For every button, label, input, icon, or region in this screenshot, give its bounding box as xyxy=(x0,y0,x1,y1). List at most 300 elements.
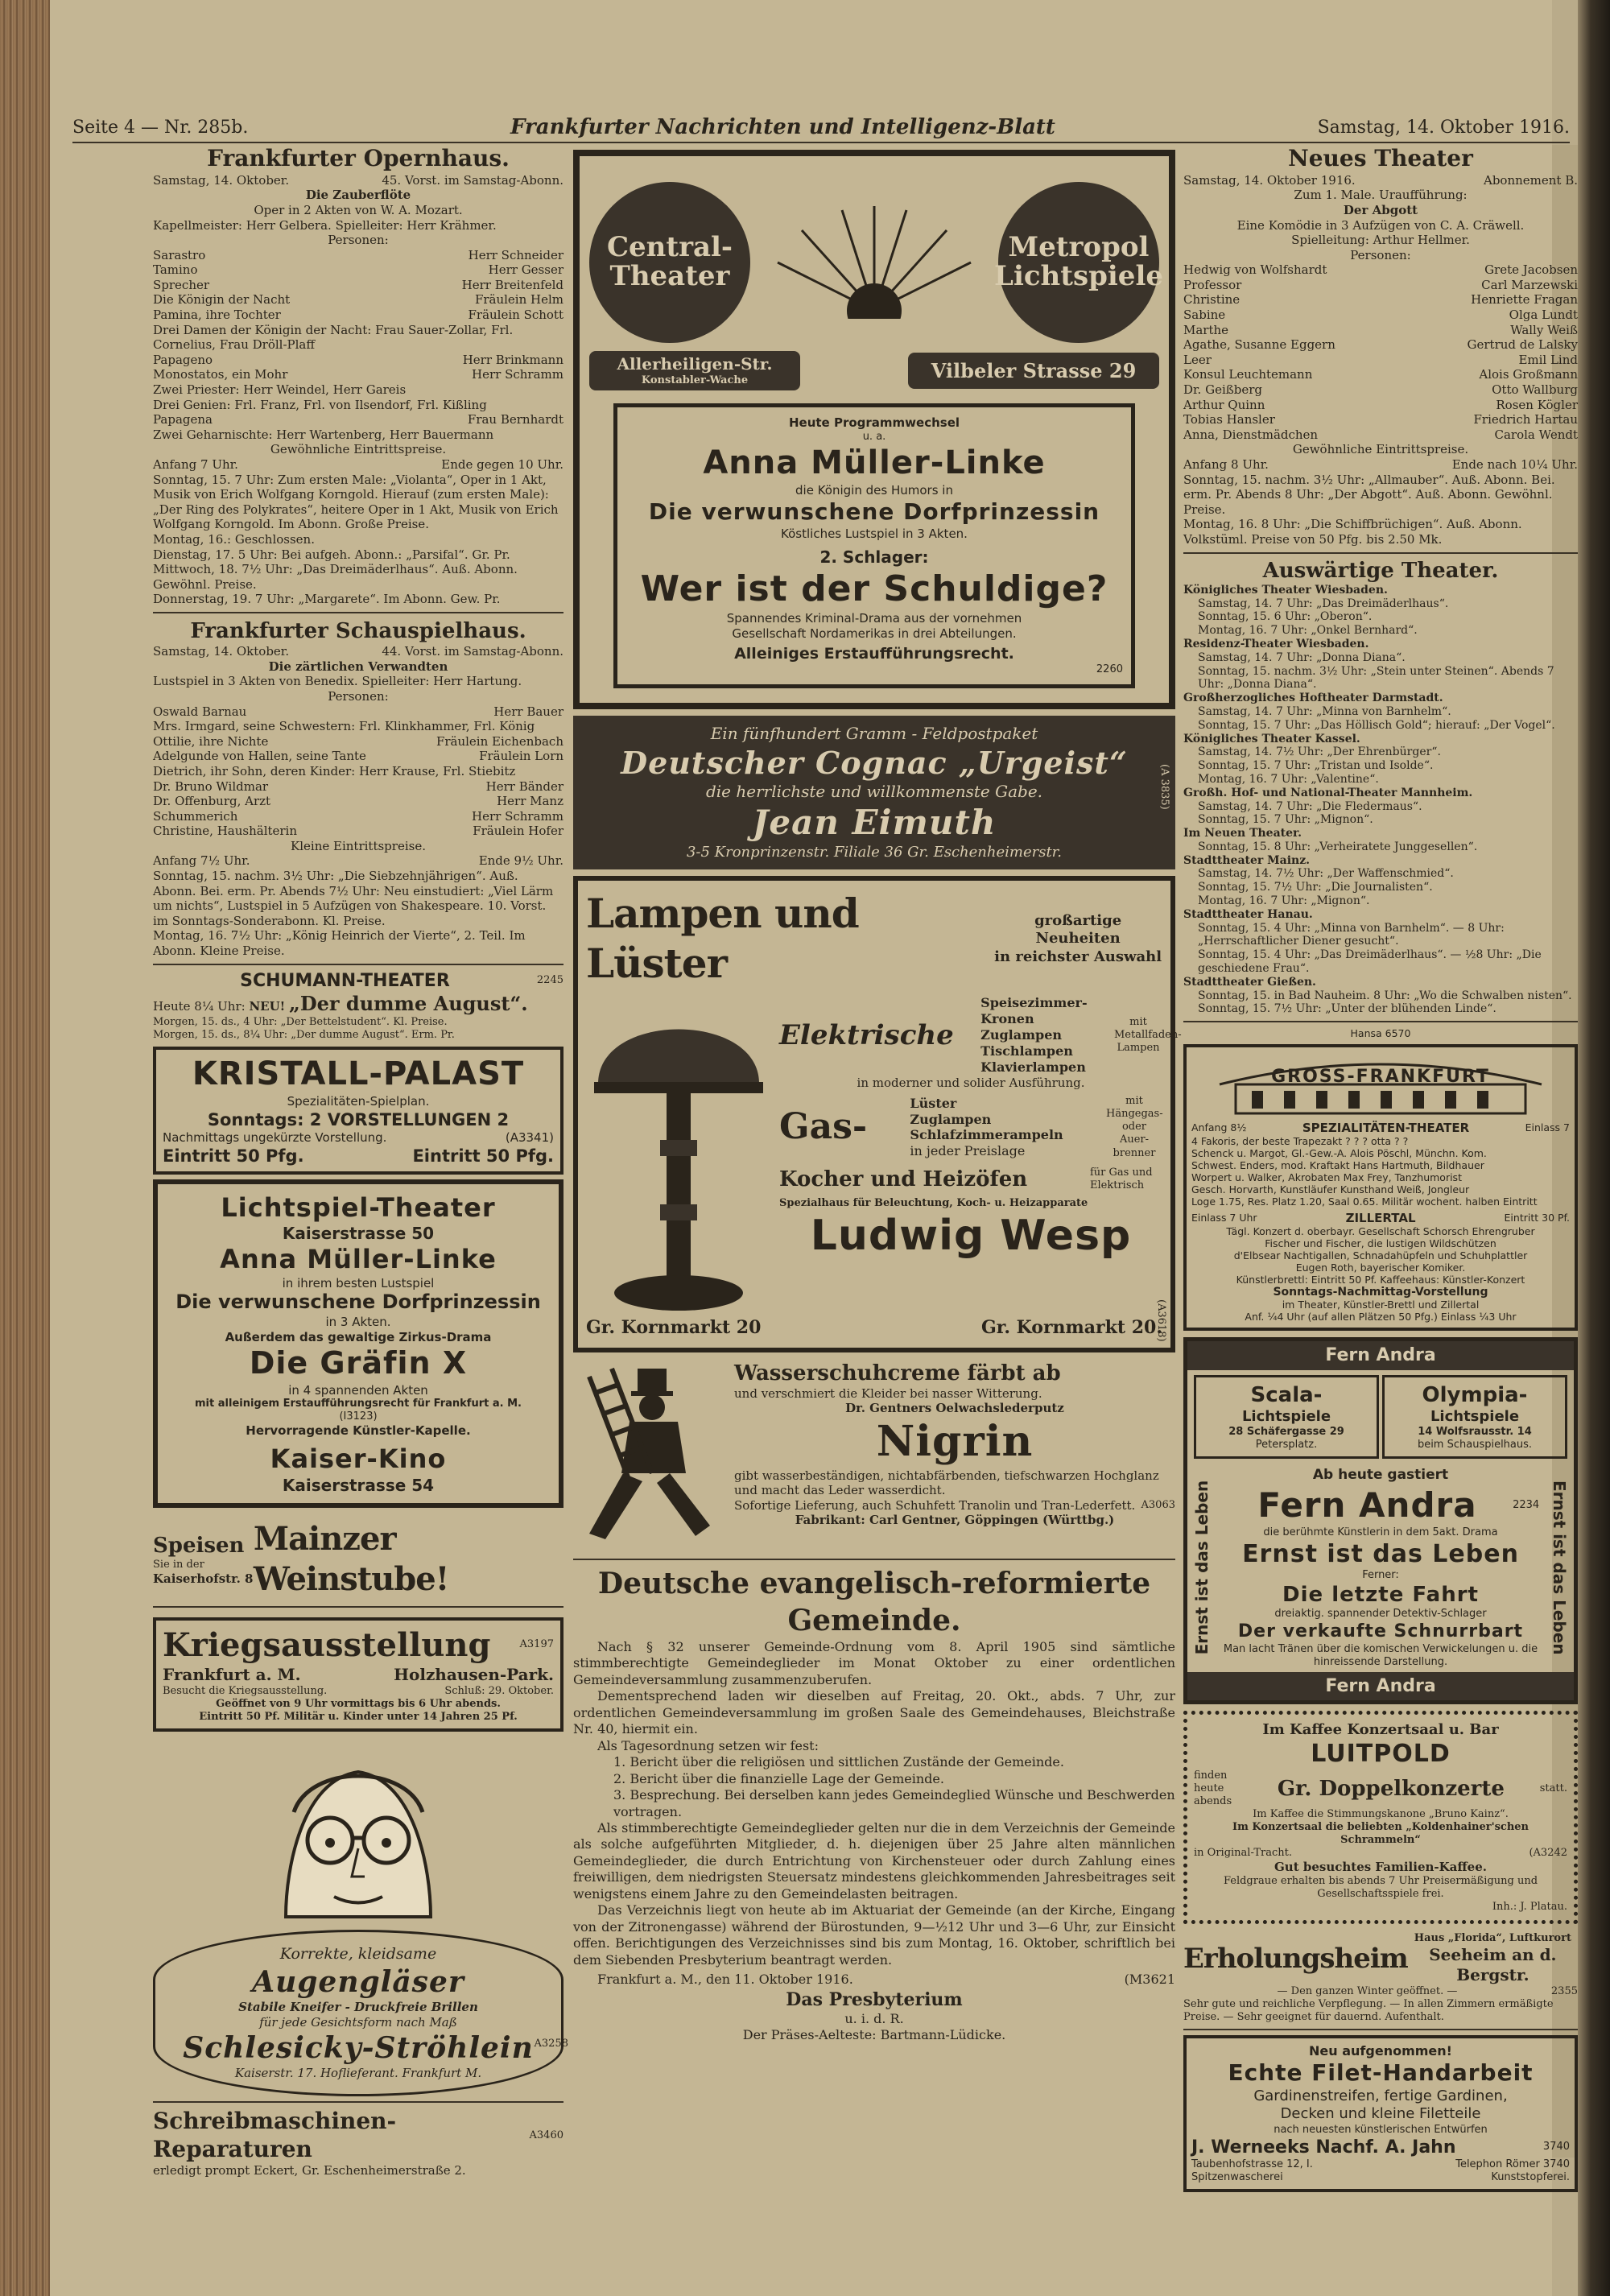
lampen-addr1: Gr. Kornmarkt 20 xyxy=(586,1317,762,1339)
theater-line: Sonntag, 15. in Bad Nauheim. 8 Uhr: „Wo die Schwalben nisten“. xyxy=(1198,989,1572,1002)
theater-name: Stadttheater Mainz. xyxy=(1183,853,1311,867)
scala-addr: 28 Schäfergasse 29 xyxy=(1228,1426,1344,1439)
olympia-place: beim Schauspielhaus. xyxy=(1417,1439,1533,1452)
scala-title: Scala- xyxy=(1250,1382,1323,1407)
opernhaus-date: Samstag, 14. Oktober. xyxy=(153,172,290,188)
cast-row xyxy=(1183,412,1578,427)
theater-line: Sonntag, 15. 6 Uhr: „Oberon“. xyxy=(1198,610,1373,624)
cast-row xyxy=(153,824,564,839)
opernhaus-play-sub: Oper in 2 Akten von W. A. Mozart. xyxy=(254,202,463,217)
gross-frankfurt-title: GROSS-FRANKFURT xyxy=(1271,1067,1490,1088)
kriegsausstellung-code: A3197 xyxy=(519,1638,554,1651)
cast-row: Drei Damen der Königin der Nacht: Frau Sauer-Zollar, Frl. Cornelius, Frau Dröll-Plaff xyxy=(153,322,514,353)
erholungsheim-ad xyxy=(1183,1932,1578,2024)
cast-actor: Herr Manz xyxy=(497,794,564,809)
neues-start: Anfang 8 Uhr. xyxy=(1183,457,1269,472)
filet-title: Echte Filet-Handarbeit xyxy=(1228,2059,1534,2087)
opernhaus-vorst: 45. Vorst. im Samstag-Abonn. xyxy=(382,172,564,188)
luitpold-visited: Gut besuchtes Familien-Kaffee. xyxy=(1274,1860,1487,1875)
opernhaus-cast xyxy=(153,248,564,443)
cast-row xyxy=(1183,292,1578,308)
filet-ad xyxy=(1183,2035,1578,2192)
schumann-l3: Morgen, 15. ds., 8¼ Uhr: „Der dumme August“. Erm. Pr. xyxy=(153,1028,455,1041)
kriegsausstellung-place: Holzhausen-Park. xyxy=(394,1665,554,1685)
nigrin-name: Nigrin xyxy=(876,1417,1034,1467)
cast-row xyxy=(1183,353,1578,368)
fern-andra-ferner: Ferner: xyxy=(1362,1568,1399,1581)
schauspielhaus-date: Samstag, 14. Oktober. xyxy=(153,644,290,659)
cast-row xyxy=(153,734,564,750)
kriegsausstellung-ad xyxy=(153,1617,564,1732)
cast-actor: Otto Wallburg xyxy=(1492,382,1578,398)
central-logo xyxy=(589,166,1163,359)
weekly-line: Mittwoch, 18. 7½ Uhr: „Das Dreimäderlhaus“. Auß. Abonn. Gewöhnl. Preise. xyxy=(153,562,518,592)
gemeinde-sign1: Das Presbyterium xyxy=(786,1988,963,2010)
book-right-edge xyxy=(1578,0,1610,2296)
central-ua: u. a. xyxy=(862,430,886,443)
filet-l5: Kunststopferei. xyxy=(1491,2171,1570,2183)
fern-andra-side-right: Ernst ist das Leben xyxy=(1550,1480,1569,1655)
lichtspiel-addr: Kaiserstrasse 50 xyxy=(282,1224,435,1244)
theater-line: Samstag, 14. 7 Uhr: „Das Dreimäderlhaus“. xyxy=(1198,597,1449,610)
cast-row xyxy=(153,412,564,427)
schumann-ad xyxy=(153,970,564,1042)
theater-line: Sonntag, 15. 7½ Uhr: „Unter der blühenden Linde“. xyxy=(1198,1002,1496,1016)
schreibmaschinen-code: A3460 xyxy=(529,2129,564,2141)
neues-prices: Gewöhnliche Eintrittspreise. xyxy=(1292,442,1469,457)
filet-num: 3740 xyxy=(1542,2141,1570,2154)
fern-andra-num: 2234 xyxy=(1513,1498,1540,1511)
opernhaus-play: Die Zauberflöte xyxy=(305,188,411,203)
luitpold-code: (A3242 xyxy=(1529,1847,1567,1860)
luitpold-saal: Im Konzertsaal die beliebten „Koldenhainer'schen Schrammeln“ xyxy=(1232,1821,1529,1847)
lampen-addr2: Gr. Kornmarkt 20. xyxy=(980,1317,1162,1339)
neues-credits: Spielleitung: Arthur Hellmer. xyxy=(1291,233,1470,248)
theater-line: Sonntag, 15. nachm. 3½ Uhr: „Stein unter Steinen“. Abends 7 Uhr: „Donna Diana“. xyxy=(1198,664,1554,692)
weekly-line: Sonntag, 15. nachm. 3½ Uhr: „Die Siebzehnjährigen“. Auß. Abonn. Bei. erm. Pr. Abends 7½ Uhr: Neu einstudiert: „Viel Lärm um nichts“, Lustspiel in 5 Aufzügen von Shakespeare. 10. Vorst. im Sonntags-Sonderabonn. Kl. Preise. xyxy=(153,869,554,928)
gemeinde-sign3: Der Präses-Aelteste: Bartmann-Lüdicke. xyxy=(742,2027,1006,2043)
cast-row xyxy=(153,749,564,764)
lampen-e-item: Kronen xyxy=(980,1011,1034,1027)
cast-actor: Friedrich Hartau xyxy=(1473,412,1578,427)
theater-block xyxy=(1183,854,1578,908)
cast-role: Christine, Haushälterin xyxy=(153,824,298,839)
optiker-l2: Augengläser xyxy=(252,1964,464,1999)
filet-tel: Telephon Römer 3740 xyxy=(1455,2158,1570,2170)
theater-name: Großherzogliches Hoftheater Darmstadt. xyxy=(1183,692,1443,705)
gemeinde-p1: Nach § 32 unserer Gemeinde-Ordnung vom 8. April 1905 sind sämtliche stimmberechtigte Gemeindeglieder im Monat Oktober zu einer ordentlichen Gemeindeversammlung zusammenzuberufen. xyxy=(573,1638,1175,1687)
divider xyxy=(153,612,564,613)
lichtspiel-title: Lichtspiel-Theater xyxy=(221,1191,496,1223)
neues-title: Neues Theater xyxy=(1288,145,1473,171)
central-schlager: 2. Schlager: xyxy=(819,547,929,568)
cast-actor: Gertrud de Lalsky xyxy=(1467,337,1578,353)
middle-column xyxy=(573,145,1182,2044)
opernhaus-start: Anfang 7 Uhr. xyxy=(153,457,238,472)
olympia-sub: Lichtspiele xyxy=(1430,1407,1520,1425)
theater-name: Im Neuen Theater. xyxy=(1183,827,1302,840)
neues-personen: Personen: xyxy=(1350,247,1411,262)
weekly-line: Montag, 16.: Geschlossen. xyxy=(153,531,315,547)
weekly-line: Sonntag, 15. nachm. 3½ Uhr: „Allmauber“. Auß. Abonn. Bei. erm. Pr. Abends 8 Uhr: „Der Abgott“. Auß. Abonn. Gewöhnl. Preise. xyxy=(1183,472,1555,517)
theater-name: Stadttheater Hanau. xyxy=(1183,907,1313,921)
lampen-ad xyxy=(573,876,1182,1352)
theater-block xyxy=(1183,976,1578,1016)
kaiser-kino-addr: Kaiserstrasse 54 xyxy=(282,1475,435,1495)
kriegsausstellung-city: Frankfurt a. M. xyxy=(163,1665,301,1685)
kristall-note: Nachmittags ungekürzte Vorstellung. xyxy=(163,1130,387,1146)
lichtspiel-film: Die verwunschene Dorfprinzessin xyxy=(175,1290,541,1314)
theater-line: Montag, 16. 7 Uhr: „Mignon“. xyxy=(1198,894,1370,908)
speisen-l2: Sie in der xyxy=(153,1558,204,1571)
filet-new: Neu aufgenommen! xyxy=(1309,2043,1452,2059)
luitpold-prefix: finden heute abends xyxy=(1194,1769,1232,1807)
erholungsheim-title: Erholungsheim xyxy=(1183,1943,1408,1976)
neues-play: Der Abgott xyxy=(1343,202,1418,217)
auswaertige-title: Auswärtige Theater. xyxy=(1262,558,1499,583)
gf-line: Schenck u. Margot, Gl.-Gew.-A. Alois Pöschl, Münchn. Kom. xyxy=(1191,1146,1487,1159)
weekly-line: Montag, 16. 8 Uhr: „Die Schiffbrüchigen“. Auß. Abonn. Volkstüml. Preise von 50 Pfg. bis 2.50 Mk. xyxy=(1183,517,1522,547)
right-column xyxy=(1183,145,1578,2197)
lichtspiel-extra: Außerdem das gewaltige Zirkus-Drama xyxy=(225,1329,492,1344)
cast-actor: Herr Schneider xyxy=(468,247,564,262)
central-star: Anna Müller-Linke xyxy=(703,444,1046,481)
fern-andra-ad xyxy=(1183,1337,1578,1704)
opernhaus-credits: Kapellmeister: Herr Gelbera. Spielleiter: Herr Krähmer. xyxy=(153,217,497,233)
gf-z-line: Eugen Roth, bayerischer Komiker. xyxy=(1295,1261,1466,1274)
luitpold-post: Feldgraue erhalten bis abends 7 Uhr Preisermäßigung und Gesellschaftsspiele frei. xyxy=(1223,1874,1538,1901)
lichtspiel-band: Hervorragende Künstler-Kapelle. xyxy=(246,1423,471,1439)
schumann-title: SCHUMANN-THEATER xyxy=(240,970,450,991)
cast-row xyxy=(153,704,564,720)
cast-row xyxy=(153,353,564,368)
opernhaus-title: Frankfurter Opernhaus. xyxy=(207,145,510,171)
cast-actor: Fräulein Hofer xyxy=(473,824,564,839)
divider xyxy=(1183,552,1578,554)
cast-row xyxy=(1183,367,1578,382)
luitpold-inh: Inh.: J. Platau. xyxy=(1492,1901,1567,1914)
theater-line: Samstag, 14. 7½ Uhr: „Der Ehrenbürger“. xyxy=(1198,745,1441,759)
central-film-sub: Köstliches Lustspiel in 3 Akten. xyxy=(781,526,968,541)
central-band-street: Allerheiligen-Str. xyxy=(617,354,773,374)
bespectacled-man-illustration xyxy=(237,1748,479,1925)
nigrin-fab: Fabrikant: Carl Gentner, Göppingen (Württbg.) xyxy=(795,1513,1115,1528)
theater-line: Montag, 16. 7 Uhr: „Onkel Bernhard“. xyxy=(1198,624,1418,638)
cast-row: Dietrich, ihr Sohn, deren Kinder: Herr Krause, Frl. Stiebitz xyxy=(153,763,516,778)
fern-andra-name: Fern Andra xyxy=(1257,1485,1477,1525)
cast-row xyxy=(153,308,564,323)
cognac-code: (A 3835) xyxy=(1158,764,1170,811)
optiker-l4: für jede Gesichtsform nach Maß xyxy=(259,2015,457,2030)
optiker-addr: Kaiserstr. 17. Hoflieferant. Frankfurt M. xyxy=(234,2066,482,2081)
central-star-sub: die Königin des Humors in xyxy=(795,483,953,498)
speisen-l1: Speisen xyxy=(153,1533,245,1558)
cast-actor: Fräulein Schott xyxy=(468,308,564,323)
lichtspiel-film-sub: in 3 Akten. xyxy=(325,1315,391,1330)
filet-l4: Spitzenwascherei xyxy=(1191,2171,1283,2183)
kriegsausstellung-close: Schluß: 29. Oktober. xyxy=(444,1684,554,1697)
theater-block xyxy=(1183,827,1578,854)
optiker-oval xyxy=(153,1930,564,2096)
kriegsausstellung-visit: Besucht die Kriegsausstellung. xyxy=(163,1684,328,1697)
gemeinde-item: 3. Besprechung. Bei derselben kann jedes Gemeindeglied Wünsche und Beschwerden vortragen. xyxy=(613,1787,1175,1819)
masthead: Frankfurter Nachrichten und Intelligenz-Blatt xyxy=(510,115,1055,139)
cast-actor: Fräulein Helm xyxy=(474,292,564,308)
gemeinde-p3: Als Tagesordnung setzen wir fest: xyxy=(597,1737,819,1753)
gf-einlass: Einlass 7 xyxy=(1525,1121,1570,1134)
cast-role: Die Königin der Nacht xyxy=(153,292,291,308)
left-column xyxy=(153,145,568,2178)
gf-spezial: SPEZIALITÄTEN-THEATER xyxy=(1302,1120,1470,1135)
theater-block xyxy=(1183,908,1578,976)
theater-line: Samstag, 14. 7 Uhr: „Minna von Barnhelm“. xyxy=(1198,704,1451,718)
cast-row xyxy=(153,779,564,795)
cast-actor: Emil Lind xyxy=(1518,352,1578,367)
neues-end: Ende nach 10¼ Uhr. xyxy=(1451,457,1578,472)
central-film2-sub1: Spannendes Kriminal-Drama aus der vornehmen xyxy=(726,611,1022,626)
cognac-name: Deutscher Cognac „Urgeist“ xyxy=(621,745,1128,782)
gf-z-line: Tägl. Konzert d. oberbayr. Gesellschaft Schorsch Ehrengruber xyxy=(1226,1224,1535,1237)
auswaertige-theater-listing xyxy=(1183,559,1578,1017)
kriegsausstellung-title: Kriegsausstellung xyxy=(163,1625,491,1664)
fern-andra-film3: Der verkaufte Schnurrbart xyxy=(1237,1621,1524,1642)
cast-role: Oswald Barnau xyxy=(153,704,247,719)
cast-actor: Carola Wendt xyxy=(1494,427,1578,442)
gross-frankfurt-hansa: Hansa 6570 xyxy=(1350,1027,1411,1040)
neues-theater-listing xyxy=(1183,145,1578,547)
cast-role: Arthur Quinn xyxy=(1183,397,1265,412)
schumann-num: 2245 xyxy=(536,974,564,987)
speisen-l3: Kaiserhofstr. 8 xyxy=(153,1571,254,1586)
lampen-g-item: Lüster xyxy=(910,1095,957,1111)
schauspielhaus-vorst: 44. Vorst. im Samstag-Abonn. xyxy=(382,644,564,659)
lampen-g-item: Zuglampen xyxy=(910,1111,992,1127)
theater-block xyxy=(1183,584,1578,638)
cast-actor: Wally Weiß xyxy=(1510,322,1578,337)
gemeinde-code: (M3621 xyxy=(1124,1972,1175,1988)
schauspielhaus-start: Anfang 7½ Uhr. xyxy=(153,853,250,869)
erholungsheim-code: 2355 xyxy=(1550,1985,1578,1998)
lichtspiel-rights: mit alleinigem Erstaufführungsrecht für Frankfurt a. M. xyxy=(195,1398,522,1410)
luitpold-l1: Im Kaffee Konzertsaal u. Bar xyxy=(1262,1721,1499,1739)
theater-line: Sonntag, 15. 7 Uhr: „Tristan und Isolde“. xyxy=(1198,759,1434,773)
cast-role: Dr. Offenburg, Arzt xyxy=(153,794,271,809)
central-band-sub: Konstabler-Wache xyxy=(641,374,749,386)
theater-line: Sonntag, 15. 7 Uhr: „Das Höllisch Gold“; hierauf: „Der Vogel“. xyxy=(1198,718,1555,732)
theater-line: Montag, 16. 7 Uhr: „Valentine“. xyxy=(1198,772,1379,786)
schauspielhaus-play-sub: Lustspiel in 3 Akten von Benedix. Spielleiter: Herr Hartung. xyxy=(153,674,522,689)
theater-line: Sonntag, 15. 4 Uhr: „Minna von Barnhelm“. — 8 Uhr: „Herrschaftlicher Diener gesucht“. xyxy=(1198,921,1505,948)
cast-actor: Herr Bauer xyxy=(493,704,564,719)
gf-anfang: Anfang 8½ xyxy=(1191,1121,1247,1134)
central-theater-ad xyxy=(573,150,1175,709)
gemeinde-title: Deutsche evangelisch-reformierte Gemeinde. xyxy=(597,1566,1151,1637)
lampen-kocher: Kocher und Heizöfen xyxy=(779,1167,1028,1191)
lichtspiel-theater-ad xyxy=(153,1179,564,1509)
luitpold-ad xyxy=(1183,1711,1578,1924)
cast-actor: Frau Bernhardt xyxy=(467,412,564,427)
cast-role: Professor xyxy=(1183,277,1242,292)
nigrin-title: Wasserschuhcreme färbt ab xyxy=(734,1361,1061,1385)
schauspielhaus-personen: Personen: xyxy=(328,688,389,704)
lampen-title: Lampen und Lüster xyxy=(586,890,859,988)
kriegsausstellung-price: Eintritt 50 Pf. Militär u. Kinder unter 14 Jahren 25 Pf. xyxy=(199,1711,518,1724)
cast-role: Agathe, Susanne Eggern xyxy=(1183,337,1335,353)
kriegsausstellung-hours: Geöffnet von 9 Uhr vormittags bis 6 Uhr abends. xyxy=(216,1698,501,1711)
cast-actor: Olga Lundt xyxy=(1509,308,1578,323)
cognac-ad xyxy=(573,716,1175,869)
cast-actor: Fräulein Lorn xyxy=(479,749,564,764)
optiker-ad xyxy=(153,1748,568,2096)
fern-andra-film2: Die letzte Fahrt xyxy=(1282,1583,1479,1608)
theater-name: Residenz-Theater Wiesbaden. xyxy=(1183,637,1369,650)
cast-row xyxy=(153,262,564,278)
fern-andra-bottom: Fern Andra xyxy=(1187,1672,1574,1700)
book-binding-edge xyxy=(0,0,50,2296)
gf-z-line: Fischer und Fischer, die lustigen Wildschützen xyxy=(1265,1237,1496,1249)
cast-role: Papagena xyxy=(153,412,213,427)
lampen-e-item: Klavierlampen xyxy=(980,1059,1086,1075)
gf-z-line: Künstlerbrettl: Eintritt 50 Pf. Kaffeehaus: Künstler-Konzert xyxy=(1236,1273,1525,1286)
filet-addr: Taubenhofstrasse 12, I. xyxy=(1191,2158,1313,2170)
optiker-l3: Stabile Kneifer - Druckfreie Brillen xyxy=(238,2000,478,2015)
cast-role: Christine xyxy=(1183,292,1241,308)
cast-row xyxy=(1183,308,1578,323)
cast-role: Pamina, ihre Tochter xyxy=(153,308,281,323)
gf-z-right: Eintritt 30 Pf. xyxy=(1504,1212,1570,1224)
cast-role: Sarastro xyxy=(153,247,206,262)
cognac-addr: 3-5 Kronprinzenstr. Filiale 36 Gr. Eschenheimerstr. xyxy=(686,844,1063,861)
cast-role: Tamino xyxy=(153,262,198,278)
cast-row: Mrs. Irmgard, seine Schwestern: Frl. Klinkhammer, Frl. König xyxy=(153,719,535,734)
schauspielhaus-prices: Kleine Eintrittspreise. xyxy=(291,838,426,853)
lampen-sub2: in reichster Auswahl xyxy=(994,948,1162,965)
schumann-new-tag: NEU! xyxy=(249,998,286,1014)
luitpold-kaffee: Im Kaffee die Stimmungskanone „Bruno Kainz“. xyxy=(1253,1807,1509,1820)
cast-actor: Carl Marzewski xyxy=(1481,277,1578,292)
lampen-e-item: Speisezimmer- xyxy=(980,995,1088,1011)
lampen-name: Ludwig Wesp xyxy=(810,1212,1132,1261)
gf-line: Schwest. Enders, mod. Kraftakt Hans Hartmuth, Bildhauer xyxy=(1191,1158,1484,1171)
lichtspiel-star-sub: in ihrem besten Lustspiel xyxy=(282,1275,435,1290)
cast-actor: Herr Bänder xyxy=(485,778,564,794)
theater-name: Großh. Hof- und National-Theater Mannheim. xyxy=(1183,786,1473,799)
cast-role: Leer xyxy=(1183,352,1212,367)
cast-role: Anna, Dienstmädchen xyxy=(1183,427,1319,442)
gemeinde-p2: Dementsprechend laden wir dieselben auf Freitag, 20. Okt., abds. 7 Uhr, zur ordentlichen Gemeindeversammlung im großen Saale des Gemeindehauses, Bleichstraße Nr. 40, hiermit ein. xyxy=(573,1688,1175,1737)
cognac-l2: die herrlichste und willkommenste Gabe. xyxy=(705,782,1043,802)
gemeinde-p5: Das Verzeichnis liegt von heute ab im Aktuariat der Gemeinde (an der Kirche, Eingang von der Zitronengasse) während der Bürostunden, 9—½12 Uhr und 3—6 Uhr, zur Einsicht offen. Berichtigungen des Verzeichnisses sind bis zum Montag, 16. Oktober, schriftlich bei dem Siebenden Presbyterium beantragt werden. xyxy=(573,1902,1175,1968)
neues-play-sub: Eine Komödie in 3 Aufzügen von C. A. Cräwell. xyxy=(1236,217,1525,233)
cast-row xyxy=(1183,323,1578,338)
cast-row xyxy=(1183,337,1578,353)
erholungsheim-winter: — Den ganzen Winter geöffnet. — xyxy=(1277,1985,1458,1998)
cognac-l1: Ein fünfhundert Gramm - Feldpostpaket xyxy=(710,724,1038,744)
nigrin-delivery: Sofortige Lieferung, auch Schuhfett Tranolin und Tran-Lederfett. xyxy=(734,1497,1136,1513)
lampen-code: (A3618) xyxy=(1155,1299,1167,1343)
central-film2-sub2: Gesellschaft Nordamerikas in drei Abteilungen. xyxy=(732,626,1017,642)
schauspielhaus-end: Ende 9½ Uhr. xyxy=(478,853,564,869)
cast-role: Papageno xyxy=(153,352,213,367)
kaiser-kino-title: Kaiser-Kino xyxy=(270,1443,447,1474)
cast-actor: Herr Schramm xyxy=(472,367,564,382)
table-lamp-icon xyxy=(586,995,771,1317)
kristall-sunday: Sonntags: 2 VORSTELLUNGEN 2 xyxy=(207,1110,510,1130)
olympia-title: Olympia- xyxy=(1422,1382,1528,1407)
gf-line: Worpert u. Walker, Akrobaten Max Frey, Tanzhumorist xyxy=(1191,1171,1462,1183)
lampen-e-side: mit Metallfaden-Lampen xyxy=(1114,1015,1182,1055)
optiker-code: A3258 xyxy=(534,2038,568,2050)
cast-actor: Herr Gesser xyxy=(488,262,564,278)
nigrin-desc: gibt wasserbeständigen, nichtabfärbenden, tiefschwarzen Hochglanz und macht das Leder wasserdicht. xyxy=(734,1468,1159,1498)
lichtspiel-star: Anna Müller-Linke xyxy=(220,1244,497,1275)
schauspielhaus-title: Frankfurter Schauspielhaus. xyxy=(190,618,526,643)
fern-andra-film: Ernst ist das Leben xyxy=(1242,1539,1519,1568)
lampen-g-item: Schlafzimmerampeln xyxy=(910,1127,1063,1143)
luitpold-concert: Gr. Doppelkonzerte xyxy=(1277,1776,1505,1801)
lichtspiel-film2-sub: in 4 spannenden Akten xyxy=(288,1382,428,1398)
lampen-g-side: mit Hängegas- oder Auer-brenner xyxy=(1105,1095,1163,1159)
schumann-l2: Morgen, 15. ds., 4 Uhr: „Der Bettelstudent“. Kl. Preise. xyxy=(153,1015,448,1028)
cast-row xyxy=(1183,262,1578,278)
erholungsheim-haus: Haus „Florida“, Luftkurort xyxy=(1414,1932,1571,1945)
weekly-line: Sonntag, 15. 7 Uhr: Zum ersten Male: „Violanta“, Oper in 1 Akt, Musik von Erich Wolfgang Korngold. Hierauf (zum ersten Male): „Der Ring des Polykrates“, heitere Oper in 1 Akt, Musik von Erich Wolfgang Korngold. Im Abonn. Große Preise. xyxy=(153,472,559,532)
cast-role: Konsul Leuchtemann xyxy=(1183,367,1313,382)
cast-row xyxy=(1183,427,1578,443)
divider xyxy=(1183,1021,1578,1022)
opernhaus-end: Ende gegen 10 Uhr. xyxy=(441,457,564,472)
olympia-box xyxy=(1382,1375,1567,1460)
neues-premiere: Zum 1. Male. Uraufführung: xyxy=(1294,188,1468,203)
cast-role: Hedwig von Wolfshardt xyxy=(1183,262,1327,278)
cast-actor: Herr Schramm xyxy=(472,808,564,824)
filet-name: J. Werneeks Nachf. A. Jahn xyxy=(1191,2137,1456,2158)
cast-row: Zwei Geharnischte: Herr Wartenberg, Herr Bauermann xyxy=(153,427,494,442)
divider xyxy=(153,964,564,965)
central-header: Heute Programmwechsel xyxy=(788,415,960,430)
theater-block xyxy=(1183,787,1578,827)
kristall-code: (A3341) xyxy=(505,1130,554,1146)
filet-l2: Decken und kleine Filetteile xyxy=(1280,2105,1481,2123)
cast-actor: Rosen Kögler xyxy=(1496,397,1578,412)
cast-actor: Henriette Fragan xyxy=(1471,292,1578,308)
gf-sunday: Sonntags-Nachmittag-Vorstellung xyxy=(1273,1285,1488,1299)
schauspielhaus-listing xyxy=(153,618,564,959)
cast-row xyxy=(153,809,564,824)
erholungsheim-l1: Sehr gute und reichliche Verpflegung. — In allen Zimmern ermäßigte Preise. — Sehr geeignet für dauernd. Aufenthalt. xyxy=(1183,1998,1554,2024)
gf-zillertal: ZILLERTAL xyxy=(1345,1210,1416,1225)
mainzer-weinstube-ad xyxy=(153,1519,564,1607)
cast-row: Zwei Priester: Herr Weindel, Herr Gareis xyxy=(153,382,407,398)
luitpold-name: LUITPOLD xyxy=(1311,1740,1451,1769)
nigrin-maker: Dr. Gentners Oelwachslederputz xyxy=(845,1401,1064,1416)
sunburst-icon xyxy=(770,206,979,319)
page-number: Seite 4 — Nr. 285b. xyxy=(72,117,249,138)
cast-actor: Grete Jacobsen xyxy=(1484,262,1578,278)
gross-frankfurt-box xyxy=(1183,1044,1578,1331)
metropol-band: Vilbeler Strasse 29 xyxy=(908,353,1159,390)
lampen-e-item: Tischlampen xyxy=(980,1043,1073,1059)
filet-l3: nach neuesten künstlerischen Entwürfen xyxy=(1274,2123,1488,2136)
fern-andra-gastiert: Ab heute gastiert xyxy=(1312,1467,1449,1484)
luitpold-suffix: statt. xyxy=(1539,1782,1567,1794)
theater-name: Königliches Theater Wiesbaden. xyxy=(1183,583,1388,597)
gemeinde-item: 1. Bericht über die religiösen und sittlichen Zustände der Gemeinde. xyxy=(613,1754,1064,1770)
theater-name: Königliches Theater Kassel. xyxy=(1183,732,1360,745)
page-header xyxy=(72,113,1570,143)
theater-line: Samstag, 14. 7 Uhr: „Donna Diana“. xyxy=(1198,650,1406,664)
cast-role: Marthe xyxy=(1183,322,1229,337)
